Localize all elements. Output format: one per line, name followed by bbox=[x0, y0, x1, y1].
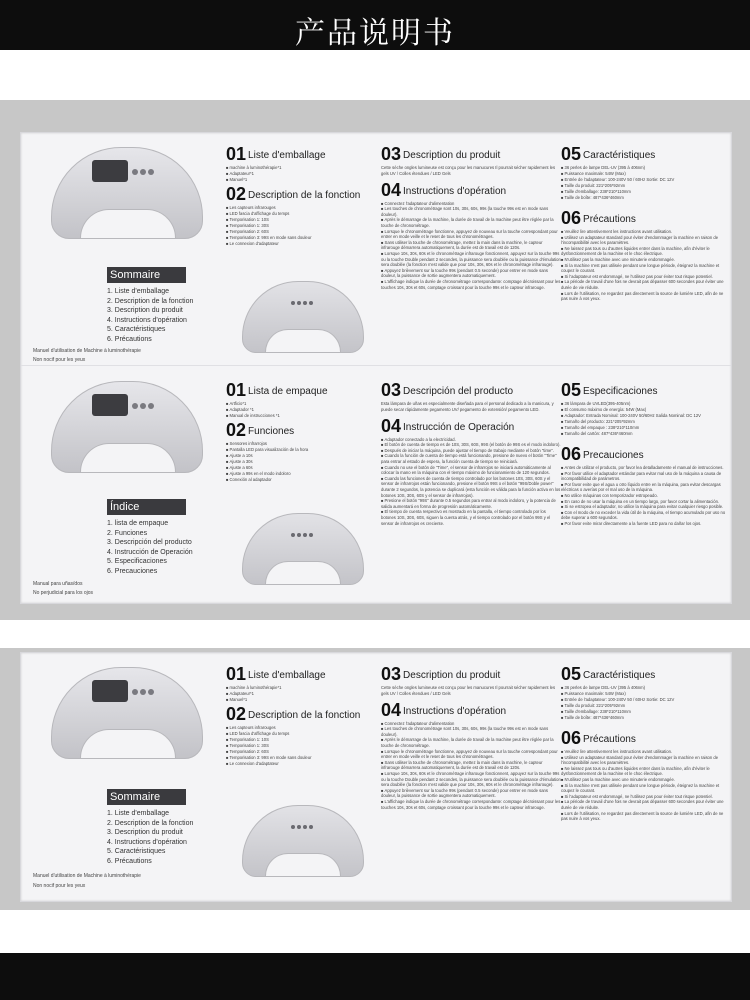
lamp-opening bbox=[265, 329, 341, 352]
list-item: ■ Si la machine n'est pas utilisée pendant une longue période, éteignez la machine et coupez le courant. bbox=[561, 263, 731, 274]
list-item: ■ Appuyez brièvement sur la touche 99s (pendant 0.5 seconde) pour entrer en mode sans douleur, la puissance de sortie augmentera automatiquement. bbox=[381, 268, 561, 279]
manual-section-french bbox=[21, 653, 731, 901]
list-item: ■ La période de travail d'une fois ne devrait pas dépasser 600 secondes pour éviter une durée de vie réduite. bbox=[561, 279, 731, 290]
header-bar bbox=[0, 0, 750, 50]
list-item: ■ Après le démarrage de la machine, la durée de travail de la machine peut être réglée par la touche de chronométrage. bbox=[381, 217, 561, 228]
list-item: ■ Artficio*1 bbox=[226, 401, 376, 407]
list-item: ■ El consumo máximo de energía: 54W (Max) bbox=[561, 407, 731, 413]
toc-item: 6. Précautions bbox=[107, 857, 152, 865]
packing-function-column bbox=[226, 653, 376, 767]
list-item: ■ machine à luminothérapie*1 bbox=[226, 685, 376, 691]
list-item: ■ Temporisation 3: 99S en mode sans douleur bbox=[226, 235, 376, 241]
nail-lamp-image bbox=[51, 147, 203, 239]
toc-item: 5. Caractéristiques bbox=[107, 326, 166, 334]
list-item: ■ Con el modo de no exceder la vida útil de la máquina, el tiempo acumulado por uso no debe superar a 600 segundos. bbox=[561, 510, 731, 521]
operation-steps bbox=[381, 437, 561, 527]
list-item: ■ Temporisation 1: 10S bbox=[226, 217, 376, 223]
list-item: ■ N'utilisez pas la machine avec une minuterie endommagée. bbox=[561, 777, 731, 783]
summary-title: Sommaire bbox=[107, 267, 186, 283]
product-description-text: Cette sèche ongles lumineuse est conçu pour les manucures Il pourrait sécher rapidement les gels UV / Colles étendues / LED Gels bbox=[381, 165, 556, 176]
list-item: ■ Les touches de chronométrage sont 10s, 30s, 60s, 99s (la touche 99s est en mode sans douleur). bbox=[381, 726, 561, 737]
list-item: ■ En caso de no usar la máquina en un tiempo largo, por favor cortar la alimentación. bbox=[561, 499, 731, 505]
section-01-heading: 01 Liste d'emballage bbox=[226, 144, 326, 164]
table-of-contents bbox=[107, 809, 227, 867]
toc-item: 1. lista de empaque bbox=[107, 520, 169, 527]
list-item: ■ 36 lámpara de UVLED(395-405nm) bbox=[561, 401, 731, 407]
lamp-opening bbox=[80, 209, 176, 238]
toc-item: 6. Précautions bbox=[107, 335, 152, 343]
specs-precautions-column bbox=[561, 369, 731, 527]
list-item: ■ Manuel*1 bbox=[226, 177, 376, 183]
manual-sheet-upper bbox=[20, 132, 732, 604]
list-item: ■ Ne laissez pas tous ou d'autres liquides entrer dans la machine, afin d'éviter le dysfonctionnement de la machine et le choc électrique. bbox=[561, 246, 731, 257]
list-item: ■ Después de iniciar la máquina, puede ajustar el tiempo de trabajo mediante el botón "time". bbox=[381, 448, 561, 454]
function-list bbox=[226, 725, 376, 767]
list-item: ■ Le connexion d'adaptateur bbox=[226, 241, 376, 247]
list-item: ■ Lorsque le chronométrage fonctionne, appuyez de nouveau sur la touche correspondant pour entrer en mode veille et le reset de tous les chronométrages. bbox=[381, 749, 561, 760]
lamp-buttons bbox=[132, 396, 162, 412]
list-item: ■ Ajuste a 60s bbox=[226, 465, 376, 471]
list-item: ■ Taille d'emballage: 238*210*110mm bbox=[561, 189, 731, 195]
list-item: ■ Conexión al adaptador bbox=[226, 477, 376, 483]
section-03-heading: 03 Description du produit bbox=[381, 144, 501, 164]
section-03-heading: 03 Descripción del producto bbox=[381, 380, 514, 400]
toc-item: 2. Description de la fonction bbox=[107, 819, 194, 827]
section-04-heading: 04 Instrucción de Operación bbox=[381, 415, 515, 436]
section-05-heading: 05 Especificaciones bbox=[561, 380, 658, 400]
lamp-buttons bbox=[132, 162, 162, 178]
product-operation-column bbox=[381, 653, 561, 810]
toc-item: 1. Liste d'emballage bbox=[107, 810, 170, 817]
eyes-caption: Non nocif pour les yeux bbox=[33, 883, 86, 889]
list-item: ■ Lors de l'utilisation, ne regardez pas directement la source de lumière LED, afin de ne pas nuire à vos yeux. bbox=[561, 291, 731, 302]
list-item: ■ Ajuste a 99s en el modo indoloro bbox=[226, 471, 376, 477]
list-item: ■ Cuando no use el botón de "Time", el sensor de infrarrojos se iniciará automáticamente al colocar la mano en la máquina con el tiempo máximo de funcionamiento de 120 segundos. bbox=[381, 465, 561, 476]
lamp-display-screen bbox=[92, 160, 128, 182]
toc-item: 3. Description du produit bbox=[107, 829, 183, 837]
toc-item: 4. Instructions d'opération bbox=[107, 838, 187, 846]
list-item: ■ Tamaño del producto: 221*205*92mm bbox=[561, 419, 731, 425]
lamp-buttons bbox=[291, 292, 317, 302]
lamp-buttons bbox=[291, 524, 317, 534]
specs-precautions-column bbox=[561, 653, 731, 822]
list-item: ■ Taille de boîte: 487*436*460mm bbox=[561, 715, 731, 721]
section-02-heading: 02 Description de la fonction bbox=[226, 704, 361, 724]
list-item: ■ 36 perles de lampe DEL-UV (395 à 406nm) bbox=[561, 165, 731, 171]
list-item: ■ No utilice máquinas con temporizador estropeado. bbox=[561, 493, 731, 499]
list-item: ■ 36 perles de lampe DEL-UV (395 à 406nm) bbox=[561, 685, 731, 691]
list-item: ■ Après le démarrage de la machine, la durée de travail de la machine peut être réglée par la touche de chronométrage. bbox=[381, 737, 561, 748]
manual-caption: Manuel d'utilisation de Machine à luminothérapie bbox=[33, 873, 141, 879]
toc-item: 5. Caractéristiques bbox=[107, 848, 166, 856]
list-item: ■ Sans utiliser la touche de chronométrage, mettez la main dans la machine, le capteur infrarouge démarrera automatiquement, la durée est de travail est de 120s. bbox=[381, 240, 561, 251]
list-item: ■ El botón de cuenta de tiempo es de 10S, 30S, 60S, 99S (el botón de 99S es el modo indoloro). bbox=[381, 442, 561, 448]
section-06-heading: 06 Précautions bbox=[561, 728, 636, 748]
section-01-heading: 01 Liste d'emballage bbox=[226, 664, 326, 684]
eyes-caption: No perjudicial para los ojos bbox=[33, 590, 94, 596]
list-item: ■ Adaptador conectado a la electricidad. bbox=[381, 437, 561, 443]
list-item: ■ Lors de l'utilisation, ne regardez pas directement la source de lumière LED, afin de ne pas nuire à vos yeux. bbox=[561, 811, 731, 822]
nail-lamp-image bbox=[51, 667, 203, 759]
section-04-heading: 04 Instructions d'opération bbox=[381, 179, 507, 200]
list-item: ■ Veuillez lire attentivement les instructions avant utilisation. bbox=[561, 229, 731, 235]
list-item: ■ Les touches de chronométrage sont 10s, 30s, 60s, 99s (la touche 99s est en mode sans douleur). bbox=[381, 206, 561, 217]
lamp-opening bbox=[80, 729, 176, 758]
precautions-list bbox=[561, 229, 731, 302]
list-item: ■ Temporisation 1: 30S bbox=[226, 223, 376, 229]
list-item: ■ Temporisation 3: 99S en mode sans douleur bbox=[226, 755, 376, 761]
list-item: ■ Utilisez un adaptateur standard pour éviter d'endommager la machine en raison de l'incompatibilité avec les paramètres. bbox=[561, 755, 731, 766]
list-item: ■ LED fascia d'affichage du temps bbox=[226, 731, 376, 737]
manual-sheet-lower bbox=[20, 652, 732, 902]
manual-section-french bbox=[21, 133, 731, 363]
section-04-heading: 04 Instructions d'opération bbox=[381, 699, 507, 720]
section-06-heading: 06 Précautions bbox=[561, 208, 636, 228]
list-item: ■ Sans utiliser la touche de chronométrage, mettez la main dans la machine, le capteur infrarouge démarrera automatiquement, la durée est de travail est de 120s. bbox=[381, 760, 561, 771]
list-item: ■ Lorsque 10s, 30s, 60s et le chronométrage infrarouge fonctionnent, appuyez sur la touche 99s ou la touche Double pendant 2 secondes, la puissance sera doublée ou la puissance d'émulation sera doublée (la fonction n'est valide que pour 10s, 30s, 60s et le chronométrage infrarouge). bbox=[381, 251, 561, 268]
lamp-opening bbox=[265, 561, 341, 584]
list-item: ■ Entrée de l'adaptateur: 100-240V 50 / 60Hz Sortie: DC 12V bbox=[561, 177, 731, 183]
section-06-heading: 06 Precauciones bbox=[561, 444, 644, 464]
manual-section-spanish bbox=[21, 369, 731, 603]
list-item: ■ Les capteurs infrarouges bbox=[226, 205, 376, 211]
list-item: ■ Manuel*1 bbox=[226, 697, 376, 703]
product-description-text: Esta lámpara de uñas es especialmente diseñada para el personal dedicado a la manicura, y puede secar rápidamente pegamento UV/ pegamento de extensión/ pegamento LED. bbox=[381, 401, 554, 412]
list-item: ■ Temporisation 1: 30S bbox=[226, 743, 376, 749]
list-item: ■ Temporisation 1: 10S bbox=[226, 737, 376, 743]
toc-item: 1. Liste d'emballage bbox=[107, 288, 170, 295]
nail-lamp-diagram bbox=[242, 805, 364, 877]
lamp-buttons bbox=[132, 682, 162, 698]
list-item: ■ Temporisation 2: 60S bbox=[226, 229, 376, 235]
toc-item: 3. Description du produit bbox=[107, 307, 183, 315]
list-item: ■ Puissance maximale: 54W (Max) bbox=[561, 171, 731, 177]
toc-item: 5. Especificaciones bbox=[107, 558, 167, 566]
list-item: ■ Taille d'emballage: 238*210*110mm bbox=[561, 709, 731, 715]
list-item: ■ LED fascia d'affichage du temps bbox=[226, 211, 376, 217]
list-item: ■ Adaptateur*1 bbox=[226, 171, 376, 177]
packing-list bbox=[226, 401, 376, 419]
list-item: ■ Por favor utilice el adaptador estándar para evitar mal uso de la máquina a causa de incompatibilidad de parámetros. bbox=[561, 471, 731, 482]
list-item: ■ Le connexion d'adaptateur bbox=[226, 761, 376, 767]
list-item: ■ Entrée de l'adaptateur: 100-240V 50 / 60Hz Sortie: DC 12V bbox=[561, 697, 731, 703]
nail-lamp-diagram bbox=[242, 281, 364, 353]
function-list bbox=[226, 205, 376, 247]
section-02-heading: 02 Funciones bbox=[226, 420, 295, 440]
list-item: ■ Connectez l'adaptateur d'alimentation bbox=[381, 721, 561, 727]
list-item: ■ Ajuste a 30s bbox=[226, 459, 376, 465]
list-item: ■ L'affichage indique la durée de chronométrage correspondante: comptage décroissant pour les touches 10s, 30s et 60s, comptage croissant pour la touche 99s et le capteur infrarouge. bbox=[381, 799, 561, 810]
specifications-list bbox=[561, 165, 731, 201]
list-item: ■ Temporisation 2: 60S bbox=[226, 749, 376, 755]
packing-list bbox=[226, 685, 376, 703]
list-item: ■ Adaptador: Entrada Nominal: 100-240V 50/60Hz Salida Nominal: DC 12V bbox=[561, 413, 731, 419]
lamp-display-screen bbox=[92, 394, 128, 416]
list-item: ■ Les capteurs infrarouges bbox=[226, 725, 376, 731]
toc-item: 2. Description de la fonction bbox=[107, 297, 194, 305]
section-01-heading: 01 Lista de empaque bbox=[226, 380, 328, 400]
fold-line bbox=[21, 365, 731, 366]
list-item: ■ Utilisez un adaptateur standard pour éviter d'endommager la machine en raison de l'incompatibilité avec les paramètres. bbox=[561, 235, 731, 246]
list-item: ■ machine à luminothérapie*1 bbox=[226, 165, 376, 171]
list-item: ■ Lorsque le chronométrage fonctionne, appuyez de nouveau sur la touche correspondant pour entrer en mode veille et le reset de tous les chronométrages. bbox=[381, 229, 561, 240]
list-item: ■ Taille de boîte: 487*436*460mm bbox=[561, 195, 731, 201]
section-05-heading: 05 Caractéristiques bbox=[561, 144, 656, 164]
list-item: ■ Puissance maximale: 54W (Max) bbox=[561, 691, 731, 697]
lamp-opening bbox=[265, 853, 341, 876]
product-operation-column bbox=[381, 133, 561, 290]
list-item: ■ L'affichage indique la durée de chronométrage correspondante: comptage décroissant pour les touches 10s, 30s et 60s, comptage croissant pour la touche 99s et le capteur infrarouge. bbox=[381, 279, 561, 290]
list-item: ■ Tamaño del cartón: 487*436*460mm bbox=[561, 431, 731, 437]
specifications-list bbox=[561, 401, 731, 437]
function-list bbox=[226, 441, 376, 483]
eyes-caption: Non nocif pour les yeux bbox=[33, 357, 86, 363]
list-item: ■ Ne laissez pas tous ou d'autres liquides entrer dans la machine, afin d'éviter le dysfonctionnement de la machine et le choc électrique. bbox=[561, 766, 731, 777]
specs-precautions-column bbox=[561, 133, 731, 302]
list-item: ■ Por favor evite mirar directamente a la fuente LED para no dañar los ojos. bbox=[561, 521, 731, 527]
toc-item: 3. Descripción del producto bbox=[107, 539, 192, 547]
list-item: ■ Cuando las funciones de cuenta de tiempo controlado por los botones 10S, 30S, 60S y el sensor de infrarrojos están funcionando, presione el botón 99S o el botón "99S/Doble power" durante 2 segundos, la potencia se duplicará (esta función es válida para la función activa en los botones 10S, 30S, 60S y el sensor de infrarrojos). bbox=[381, 476, 561, 498]
operation-steps bbox=[381, 721, 561, 811]
specifications-list bbox=[561, 685, 731, 721]
table-of-contents bbox=[107, 519, 227, 577]
list-item: ■ Connectez l'adaptateur d'alimentation bbox=[381, 201, 561, 207]
summary-title: Sommaire bbox=[107, 789, 186, 805]
product-operation-column bbox=[381, 369, 561, 526]
toc-item: 6. Precauciones bbox=[107, 567, 158, 575]
lamp-opening bbox=[80, 443, 176, 472]
list-item: ■ Tamaño del empaque : 238*210*110mm bbox=[561, 425, 731, 431]
section-05-heading: 05 Caractéristiques bbox=[561, 664, 656, 684]
toc-item: 4. Instructions d'opération bbox=[107, 316, 187, 324]
list-item: ■ Sensores infrarrojos bbox=[226, 441, 376, 447]
list-item: ■ Pantalla LED para visualización de la hora bbox=[226, 447, 376, 453]
list-item: ■ Si se estropea el adaptador, no utilice la máquina para evitar cualquier riesgo posible. bbox=[561, 504, 731, 510]
summary-title: Índice bbox=[107, 499, 186, 515]
precautions-list bbox=[561, 465, 731, 527]
toc-item: 4. Instrucción de Operación bbox=[107, 548, 193, 556]
list-item: ■ Lorsque 10s, 30s, 60s et le chronométrage infrarouge fonctionnent, appuyez sur la touche 99s ou la touche Double pendant 2 secondes, la puissance sera doublée ou la puissance d'émulation sera doublée (la fonction n'est valide que pour 10s, 30s, 60s et le chronométrage infrarouge). bbox=[381, 771, 561, 788]
manual-caption: Manual para uñas/dos bbox=[33, 581, 83, 587]
list-item: ■ Presione el botón "99S" durante 0.5 segundos para entrar al modo indoloro, y la potencia de salida aumentará en forma de progresión automáticamente. bbox=[381, 498, 561, 509]
list-item: ■ Si l'adaptateur est endommagé, ne l'utilisez pas pour éviter tout risque potentiel. bbox=[561, 274, 731, 280]
page-title: 产品说明书 bbox=[295, 16, 455, 51]
list-item: ■ Por favor evite que el agua u otro líquido entre en la máquina, para evitar descargas eléctricas o averías por el mal uso de la máquina. bbox=[561, 482, 731, 493]
list-item: ■ Appuyez brièvement sur la touche 99s (pendant 0.5 seconde) pour entrer en mode sans douleur, la puissance de sortie augmentera automatiquement. bbox=[381, 788, 561, 799]
lamp-display-screen bbox=[92, 680, 128, 702]
precautions-list bbox=[561, 749, 731, 822]
list-item: ■ Ajuste a 10s bbox=[226, 453, 376, 459]
list-item: ■ Si la machine n'est pas utilisée pendant une longue période, éteignez la machine et coupez le courant. bbox=[561, 783, 731, 794]
list-item: ■ Cuando la función de cuenta de tiempo está funcionando, presione de nuevo el botón "Time" para entrar al estado de espera, la función cuenta de tiempo se reiniciará. bbox=[381, 453, 561, 464]
list-item: ■ Antes de utilizar el producto, por favor lea detalladamente el manual de instrucciones. bbox=[561, 465, 731, 471]
section-03-heading: 03 Description du produit bbox=[381, 664, 501, 684]
section-02-heading: 02 Description de la fonction bbox=[226, 184, 361, 204]
packing-function-column bbox=[226, 133, 376, 247]
toc-item: 2. Funciones bbox=[107, 529, 148, 537]
list-item: ■ Manual de instrucciones *1 bbox=[226, 413, 376, 419]
packing-function-column bbox=[226, 369, 376, 483]
table-of-contents bbox=[107, 287, 227, 345]
nail-lamp-diagram bbox=[242, 513, 364, 585]
footer-bar bbox=[0, 953, 750, 1000]
list-item: ■ Taille du produit: 221*205*92mm bbox=[561, 703, 731, 709]
manual-caption: Manuel d'utilisation de Machine à luminothérapie bbox=[33, 348, 141, 354]
list-item: ■ N'utilisez pas la machine avec une minuterie endommagée. bbox=[561, 257, 731, 263]
list-item: ■ Taille du produit: 221*205*92mm bbox=[561, 183, 731, 189]
list-item: ■ Si l'adaptateur est endommagé, ne l'utilisez pas pour éviter tout risque potentiel. bbox=[561, 794, 731, 800]
list-item: ■ El tiempo de cuenta respectivo es mostrado en la pantalla, el tiempo controlado por los botones 10S, 30S, 60S, siguen la cuenta atrás, y el tiempo controlado por el botón 99S y el sensor de infrarrojos es creciente. bbox=[381, 509, 561, 526]
list-item: ■ Adaptador *1 bbox=[226, 407, 376, 413]
nail-lamp-image bbox=[51, 381, 203, 473]
operation-steps bbox=[381, 201, 561, 291]
packing-list bbox=[226, 165, 376, 183]
lamp-buttons bbox=[291, 816, 317, 826]
list-item: ■ Adaptateur*1 bbox=[226, 691, 376, 697]
product-description-text: Cette sèche ongles lumineuse est conçu pour les manucures Il pourrait sécher rapidement les gels UV / Colles étendues / LED Gels bbox=[381, 685, 556, 696]
list-item: ■ La période de travail d'une fois ne devrait pas dépasser 600 secondes pour éviter une durée de vie réduite. bbox=[561, 799, 731, 810]
list-item: ■ Veuillez lire attentivement les instructions avant utilisation. bbox=[561, 749, 731, 755]
